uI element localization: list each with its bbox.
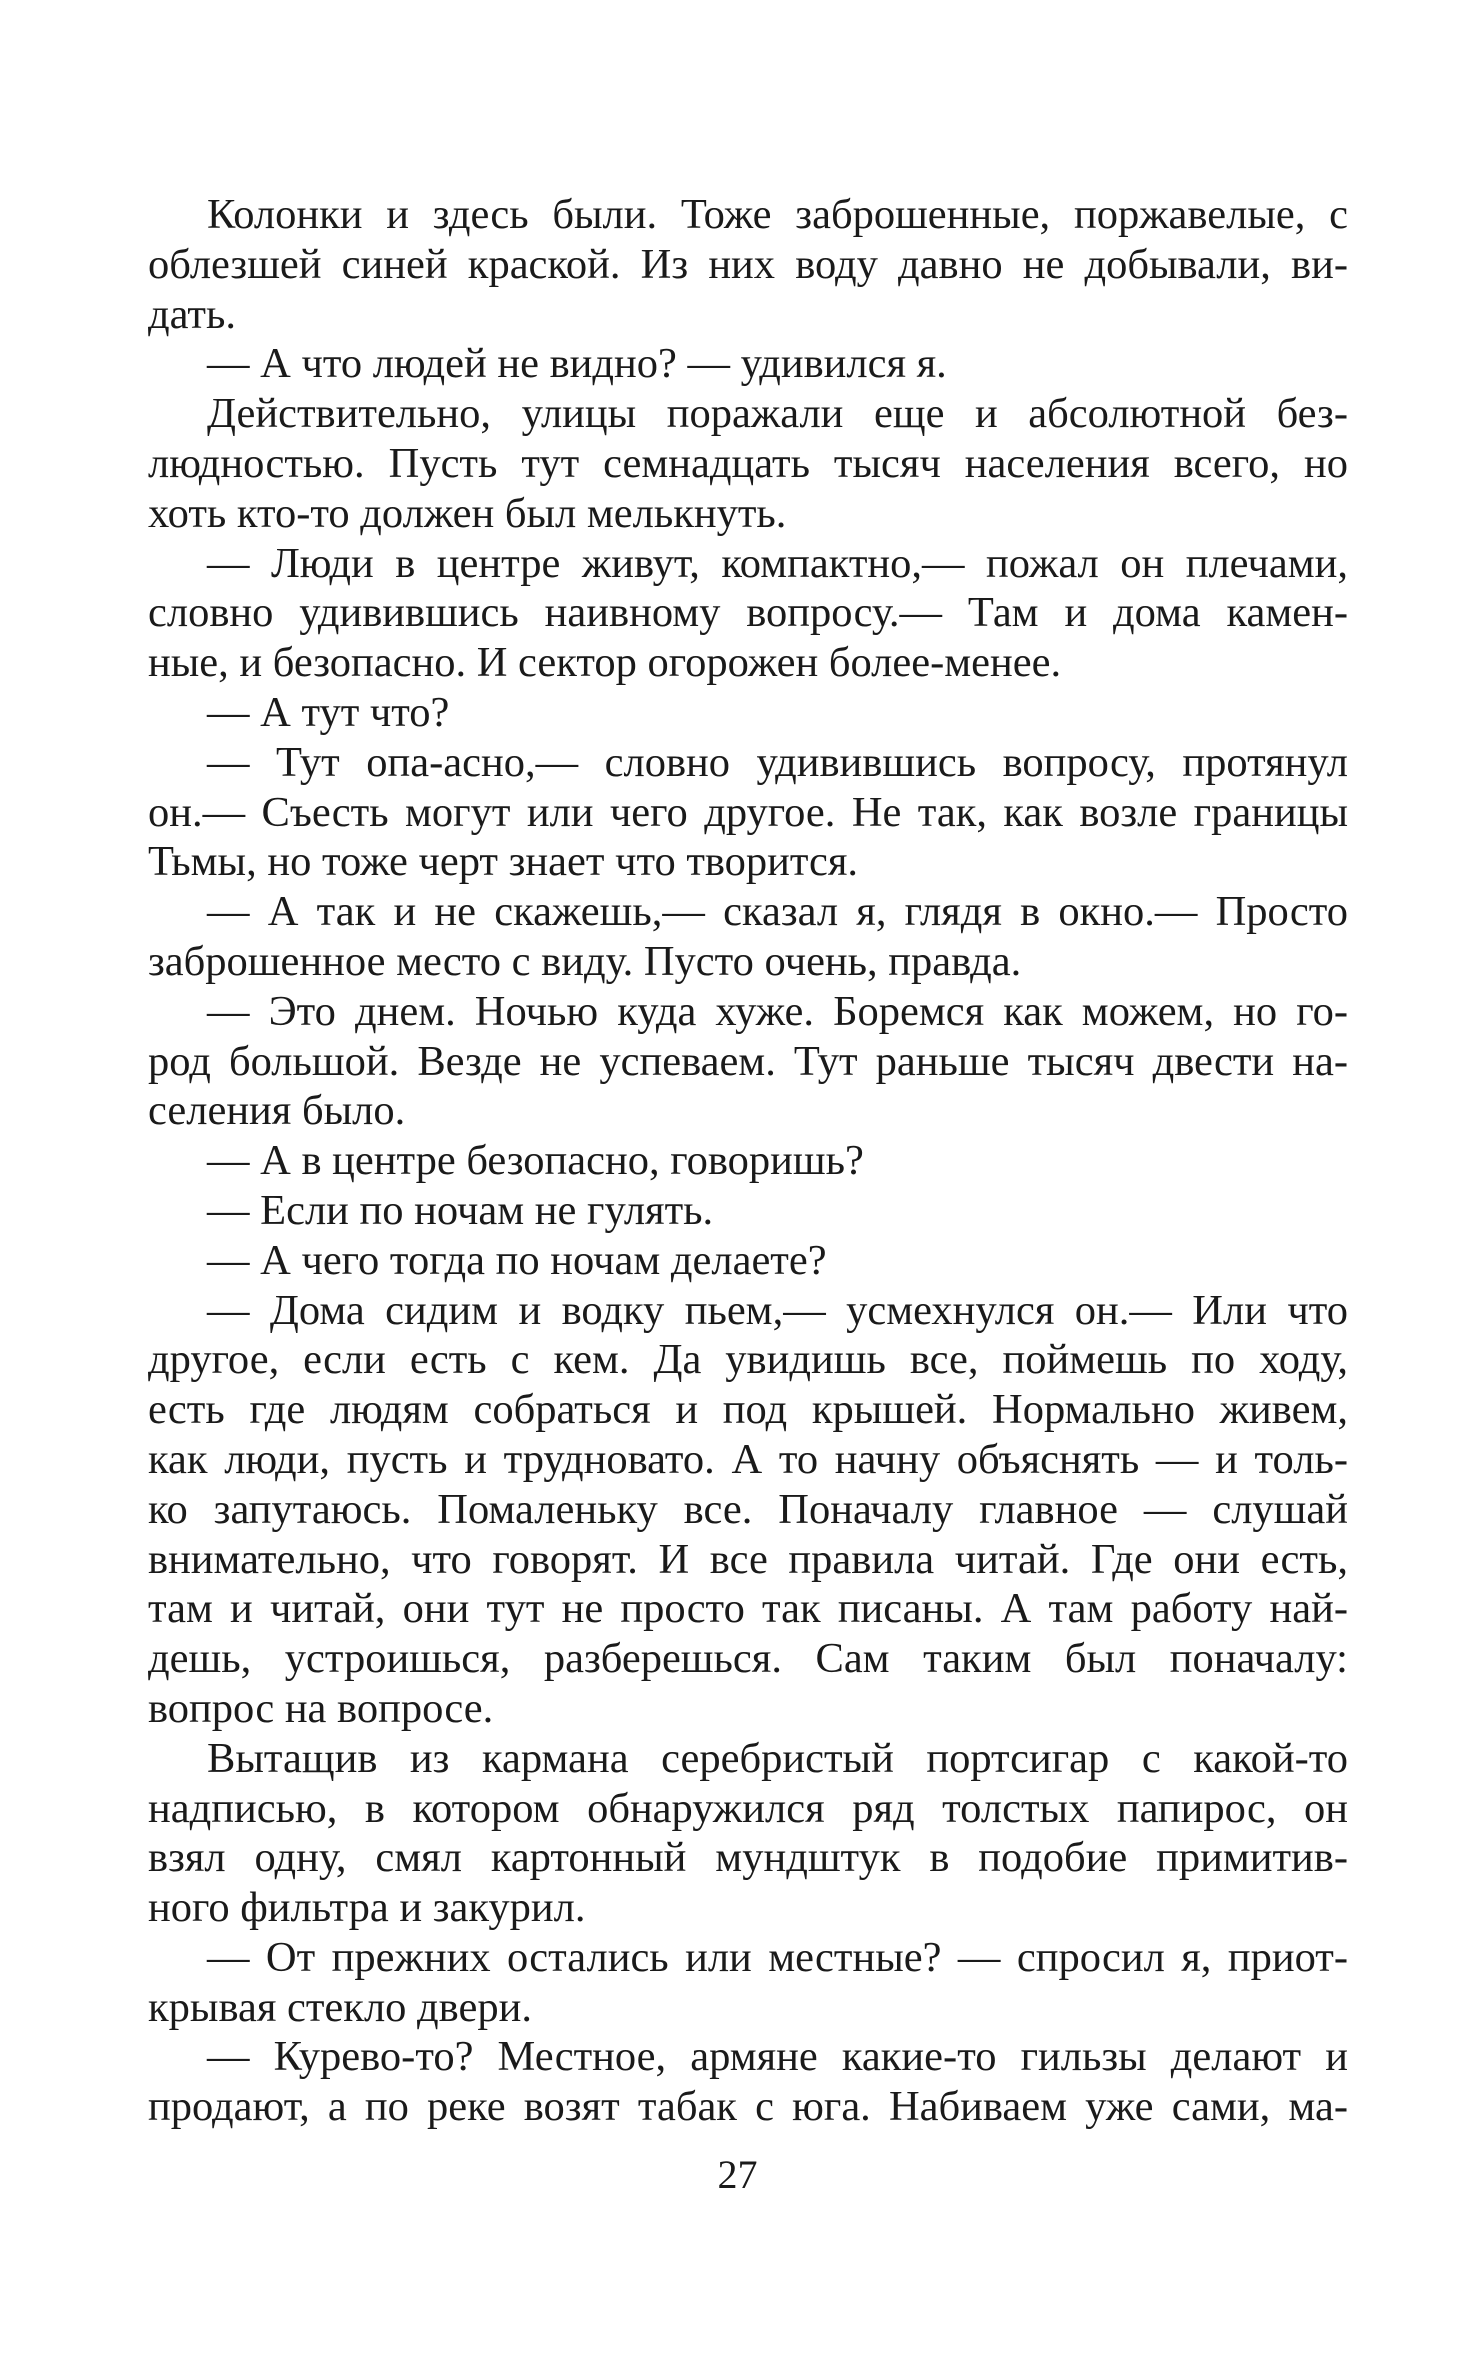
text-line: он.— Съесть могут или чего другое. Не так, как возле границы [148,788,1348,836]
text-line: селения было. [148,1087,406,1135]
text-line: дешь, устроишься, разберешься. Сам таким был поначалу: [148,1635,1348,1683]
text-line: — Люди в центре живут, компактно,— пожал он плечами, [207,539,1348,587]
text-line: внимательно, что говорят. И все правила читай. Где они есть, [148,1535,1348,1583]
text-line: — Если по ночам не гулять. [207,1186,714,1234]
text-line: заброшенное место с виду. Пусто очень, правда. [148,937,1022,985]
text-line: — А тут что? [207,688,450,736]
text-line: крывая стекло двери. [148,1983,532,2031]
text-line: взял одну, смял картонный мундштук в подобие примитив- [148,1834,1348,1882]
text-line: там и читай, они тут не просто так писаны. А там работу най- [148,1585,1348,1633]
text-line: — Дома сидим и водку пьем,— усмехнулся он.— Или что [207,1286,1348,1334]
text-line: — От прежних остались или местные? — спросил я, приот- [207,1933,1348,1981]
text-line: вопрос на вопросе. [148,1684,494,1732]
text-line: — А что людей не видно? — удивился я. [207,340,947,388]
text-line: дать. [148,290,236,338]
body-text [148,190,1348,2132]
text-line: облезшей синей краской. Из них воду давно не добывали, ви- [148,240,1348,288]
text-line: Колонки и здесь были. Тоже заброшенные, поржавелые, с [207,191,1348,238]
text-line: словно удивившись наивному вопросу.— Там и дома камен- [148,589,1348,637]
text-line: ные, и безопасно. И сектор огорожен более-менее. [148,639,1062,687]
text-line: — А в центре безопасно, говоришь? [207,1137,864,1185]
text-line: — А так и не скажешь,— сказал я, глядя в окно.— Просто [207,888,1348,936]
text-line: хоть кто-то должен был мелькнуть. [148,489,787,537]
text-line: Действительно, улицы поражали еще и абсолютной без- [207,390,1348,438]
text-line: есть где людям собраться и под крышей. Нормально живем, [148,1386,1348,1434]
text-line: Тьмы, но тоже черт знает что творится. [148,838,859,886]
text-line: людностью. Пусть тут семнадцать тысяч населения всего, но [148,439,1348,487]
text-line: — Курево-то? Местное, армяне какие-то гильзы делают и [207,2033,1348,2081]
text-line: — Это днем. Ночью куда хуже. Боремся как можем, но го- [207,987,1348,1035]
text-line: Вытащив из кармана серебристый портсигар с какой-то [207,1734,1348,1782]
text-line: другое, если есть с кем. Да увидишь все, поймешь по ходу, [148,1336,1348,1384]
text-line: как люди, пусть и трудновато. А то начну объяснять — и толь- [148,1435,1348,1483]
text-line: ко запутаюсь. Помаленьку все. Поначалу главное — слушай [148,1485,1348,1533]
text-line: род большой. Везде не успеваем. Тут раньше тысяч двести на- [148,1037,1348,1085]
page-number: 27 [717,2152,758,2197]
text-line: продают, а по реке возят табак с юга. Набиваем уже сами, ма- [148,2083,1348,2131]
text-line: — А чего тогда по ночам делаете? [207,1236,827,1284]
text-line: надписью, в котором обнаружился ряд толстых папирос, он [148,1784,1348,1832]
text-line: — Тут опа-асно,— словно удивившись вопросу, протянул [207,738,1348,786]
text-line: ного фильтра и закурил. [148,1884,586,1932]
